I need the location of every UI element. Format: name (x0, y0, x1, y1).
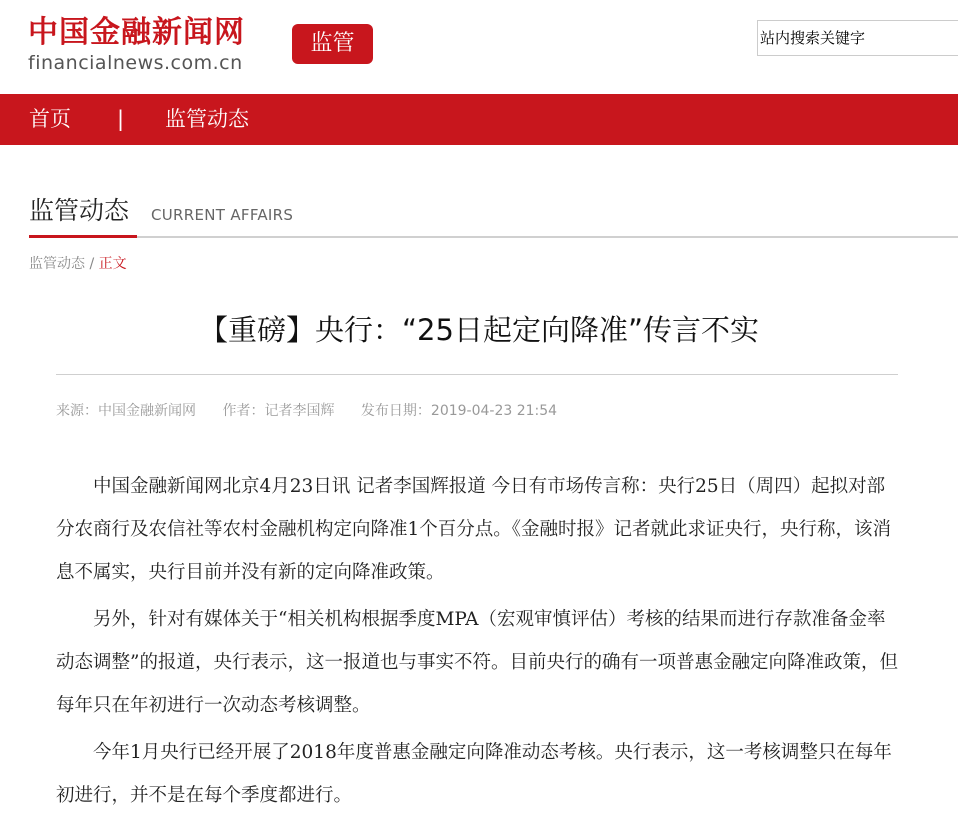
logo-domain: financialnews.com.cn (28, 52, 243, 74)
section-badge[interactable]: 监管 (292, 24, 373, 64)
section-divider-accent (29, 235, 137, 238)
search-input[interactable] (757, 20, 958, 56)
nav-current-link[interactable]: 监管动态 (165, 107, 249, 131)
section-divider (29, 236, 958, 238)
article-source: 来源：中国金融新闻网 (56, 403, 196, 419)
article-paragraph: 中国金融新闻网北京4月23日讯 记者李国辉报道 今日有市场传言称：央行25日（周四）起拟对部分农商行及农信社等农村金融机构定向降准1个百分点。《金融时报》记者就此求证央行，央行称，该消息不属实，央行目前并没有新的定向降准政策。 (56, 476, 892, 583)
article-meta (56, 401, 579, 421)
nav-home-link[interactable]: 首页 (29, 107, 71, 131)
nav-separator: | (117, 107, 125, 131)
main-nav (0, 94, 958, 145)
section-subtitle-en: CURRENT AFFAIRS (151, 206, 294, 224)
logo-chinese: 中国金融新闻网 (28, 15, 245, 50)
article-author: 作者：记者李国辉 (222, 403, 335, 419)
breadcrumb (29, 254, 127, 274)
article-divider (56, 374, 898, 375)
article-paragraph: 另外，针对有媒体关于“相关机构根据季度MPA（宏观审慎评估）考核的结果而进行存款准备金率动态调整”的报道，央行表示，这一报道也与事实不符。目前央行的确有一项普惠金融定向降准政策，但每年只在年初进行一次动态考核调整。 (56, 609, 898, 716)
site-logo[interactable] (28, 16, 245, 74)
article-title: 【重磅】央行：“25日起定向降准”传言不实 (199, 313, 759, 347)
breadcrumb-separator: / (85, 256, 99, 272)
article-body (56, 465, 902, 821)
section-title: 监管动态 (29, 196, 130, 225)
breadcrumb-parent-link[interactable]: 监管动态 (29, 256, 85, 272)
article-paragraph: 今年1月央行已经开展了2018年度普惠金融定向降准动态考核。央行表示，这一考核调整只在每年初进行，并不是在每个季度都进行。 (56, 742, 892, 806)
breadcrumb-current: 正文 (98, 256, 127, 272)
article-date: 发布日期：2019-04-23 21:54 (360, 403, 558, 419)
